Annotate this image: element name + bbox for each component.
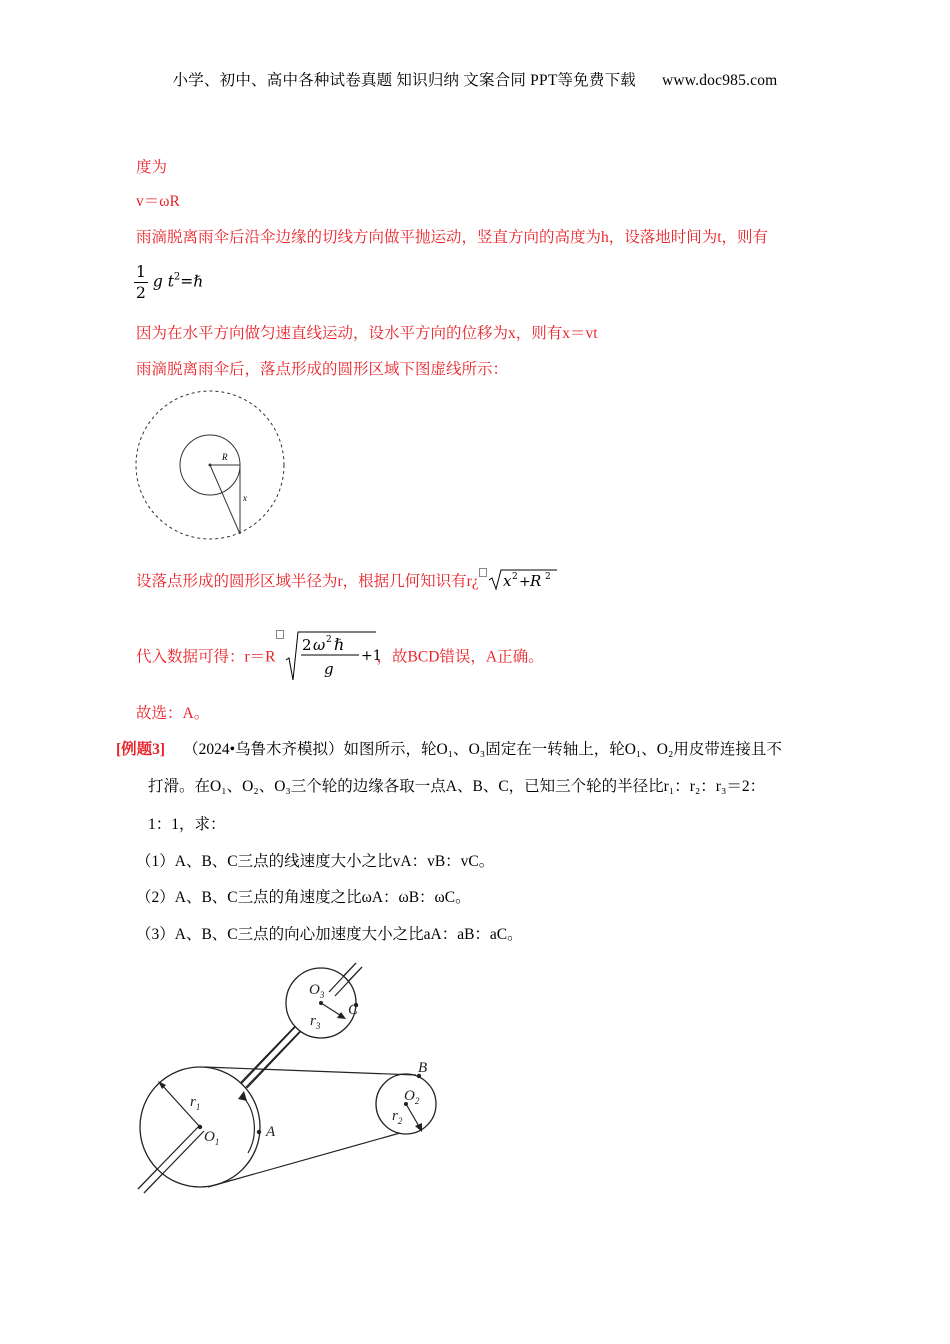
svg-text:ω: ω <box>312 636 325 655</box>
example-stem-3: 1：1，求： <box>148 816 226 833</box>
svg-text:2: 2 <box>511 572 518 582</box>
label-R: R <box>222 452 228 462</box>
label-x: x <box>243 493 247 503</box>
sqrt-expression <box>479 572 558 590</box>
center-point <box>209 464 212 467</box>
eq-equals-h: =ℏ <box>180 272 204 291</box>
label-r2: $r_2$ <box>392 1108 403 1126</box>
label-o2: $O_2$ <box>404 1088 420 1106</box>
line-7-suffix: ，故BCD错误，A正确。 <box>376 648 544 666</box>
svg-text:x: x <box>502 572 512 590</box>
question-3: （3）A、B、C三点的向心加速度大小之比aA：aB：aC。 <box>136 926 523 943</box>
example-stem-2: 打滑。在O₁、O₂、O₃三个轮的边缘各取一点A、B、C，已知三个轮的半径比r₁：r₂：r₃＝2： <box>148 778 766 795</box>
header-left-text: 小学、初中、高中各种试卷真题 知识归纳 文案合同 PPT等免费下载 <box>172 72 636 89</box>
label-o3: $O_3$ <box>309 982 325 1000</box>
solution-line-6 <box>136 568 558 592</box>
svg-text:+: + <box>518 574 531 590</box>
label-c: C <box>348 1002 359 1018</box>
label-a: A <box>266 1124 276 1140</box>
solution-line-8: 故选：A。 <box>136 705 210 722</box>
example-source: （2024•乌鲁木齐模拟） <box>183 741 344 758</box>
wheels-belt-diagram <box>128 956 448 1196</box>
svg-text:+1: +1 <box>360 648 382 665</box>
sqrt-x2-R2 <box>488 568 558 592</box>
svg-text:ℏ: ℏ <box>333 635 344 655</box>
solution-line-1: 度为 <box>136 159 168 176</box>
sqrt-omega-expression <box>285 630 382 684</box>
line-7-prefix: 代入数据可得：r＝R <box>136 648 276 666</box>
svg-text:2: 2 <box>301 636 312 655</box>
label-b: B <box>418 1060 428 1076</box>
question-2: （2）A、B、C三点的角速度之比ωA：ωB：ωC。 <box>136 889 471 906</box>
header-site-url: www.doc985.com <box>661 72 778 89</box>
solution-line-3: 雨滴脱离雨伞后沿伞边缘的切线方向做平抛运动，竖直方向的高度为h，设落地时间为t，则有 <box>136 229 769 246</box>
label-r3: $r_3$ <box>310 1013 321 1031</box>
example-stem-1: 如图所示，轮O₁、O₃固定在一转轴上，轮O₁、O₂用皮带连接且不 <box>343 741 782 758</box>
eq-fraction-numerator: 1 <box>136 263 146 281</box>
landing-area-diagram <box>130 388 290 544</box>
solution-line-4: 因为在水平方向做匀速直线运动，设水平方向的位移为x，则有x＝vt <box>136 325 598 342</box>
eq-exponent: 2 <box>173 271 181 283</box>
svg-text:R: R <box>529 572 542 590</box>
solution-line-2: v＝ωR <box>136 193 180 210</box>
eq-g: g <box>152 272 163 291</box>
example-tag: [例题3] <box>116 741 166 758</box>
svg-text:2: 2 <box>544 572 551 582</box>
point-a <box>257 1130 261 1134</box>
center-o3 <box>319 1001 323 1005</box>
line-6-text: 设落点形成的圆形区域半径为r，根据几何知识有r¿ <box>136 573 479 590</box>
example-3-line-1 <box>116 740 782 760</box>
eq-t: t <box>167 272 174 291</box>
eq-fraction-denominator: 2 <box>136 284 146 302</box>
label-r1: $r_1$ <box>190 1094 201 1112</box>
equation-free-fall <box>134 262 203 303</box>
landing-radius-line <box>210 465 240 534</box>
svg-text:g: g <box>323 660 334 679</box>
belt-top <box>204 1067 416 1075</box>
question-1: （1）A、B、C三点的线速度大小之比vA：vB：vC。 <box>136 853 495 870</box>
center-o1 <box>198 1125 202 1129</box>
svg-text:2: 2 <box>325 635 332 646</box>
label-o1: $O_1$ <box>204 1129 220 1147</box>
solution-line-5: 雨滴脱离雨伞后，落点形成的圆形区域下图虚线所示： <box>136 361 509 378</box>
solution-line-7 <box>136 630 544 684</box>
page-header <box>0 68 950 90</box>
